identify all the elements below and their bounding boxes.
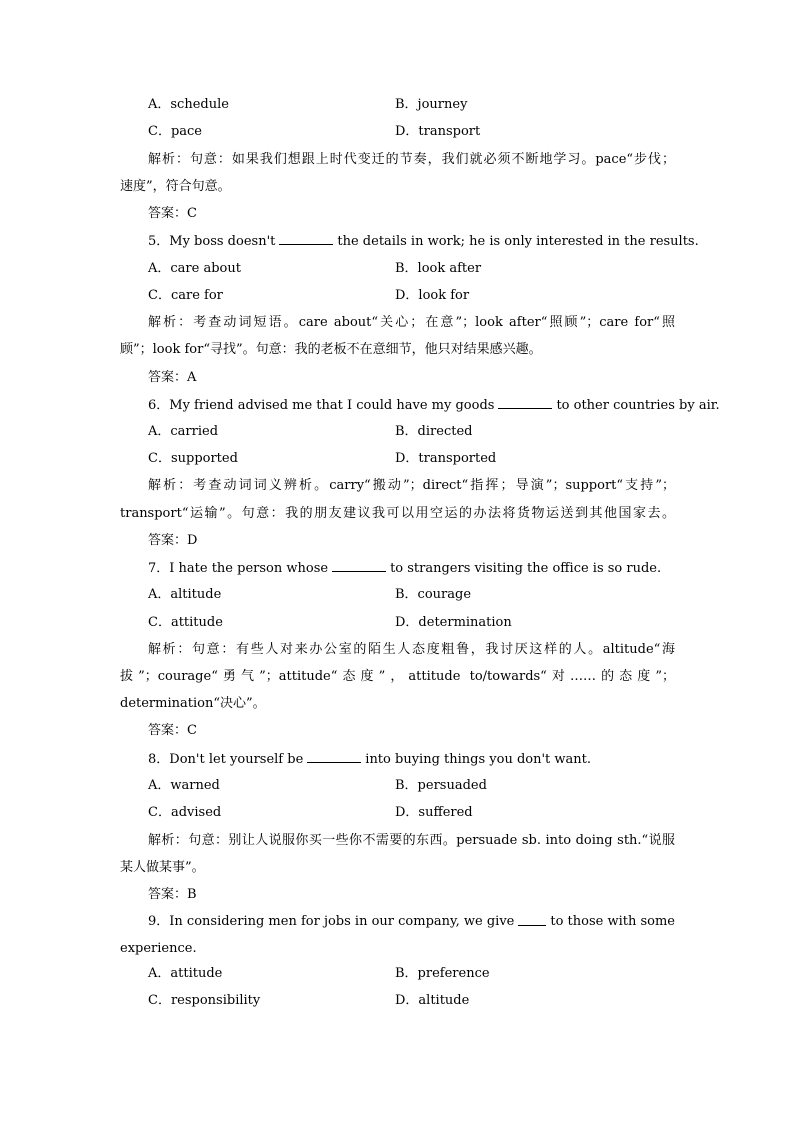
q7-option-a: A．altitude bbox=[148, 587, 222, 602]
q5-stem bbox=[148, 232, 699, 251]
q7-analysis-line1: 解析：句意：有些人对来办公室的陌生人态度粗鲁，我讨厌这样的人。altitude“海 bbox=[148, 642, 675, 657]
q6-analysis-line2: transport“运输”。句意：我的朋友建议我可以用空运的办法将货物运送到其他国家去。 bbox=[120, 506, 675, 521]
q5-analysis-line1: 解析：考查动词短语。care about“关心；在意”；look after“照顾”；care for“照 bbox=[148, 315, 675, 330]
q5-option-a: A．care about bbox=[148, 261, 241, 276]
q9-option-d: D．altitude bbox=[395, 993, 470, 1008]
q5-blank bbox=[279, 232, 333, 245]
q6-blank bbox=[498, 396, 552, 409]
q7-stem-after: to strangers visiting the office is so rude. bbox=[390, 561, 662, 576]
q4-option-c: C．pace bbox=[148, 124, 202, 139]
q5-answer: 答案：A bbox=[148, 370, 197, 385]
q7-option-d: D．determination bbox=[395, 615, 512, 630]
q9-stem-line2: experience. bbox=[120, 941, 197, 956]
q7-analysis-line3: determination“决心”。 bbox=[120, 696, 266, 711]
q9-stem-before: 9．In considering men for jobs in our company, we give bbox=[148, 914, 515, 929]
q5-option-b: B．look after bbox=[395, 261, 482, 276]
q7-stem bbox=[148, 559, 675, 578]
q8-stem-before: 8．Don't let yourself be bbox=[148, 752, 304, 767]
q8-option-b: B．persuaded bbox=[395, 778, 487, 793]
q5-analysis-line2: 顾”；look for“寻找”。句意：我的老板不在意细节，他只对结果感兴趣。 bbox=[120, 342, 542, 357]
q6-analysis-line1: 解析：考查动词词义辨析。carry“搬动”；direct“指挥；导演”；support“支持”； bbox=[148, 478, 675, 493]
q6-stem-after: to other countries by air. bbox=[556, 398, 720, 413]
q5-stem-before: 5．My boss doesn't bbox=[148, 234, 276, 249]
q4-option-d: D．transport bbox=[395, 124, 481, 139]
q9-option-c: C．responsibility bbox=[148, 993, 261, 1008]
q7-option-c: C．attitude bbox=[148, 615, 223, 630]
q4-option-a: A．schedule bbox=[148, 97, 229, 112]
q9-option-b: B．preference bbox=[395, 966, 490, 981]
q8-answer: 答案：B bbox=[148, 887, 197, 902]
q6-answer: 答案：D bbox=[148, 533, 198, 548]
q7-answer: 答案：C bbox=[148, 723, 197, 738]
q6-option-c: C．supported bbox=[148, 451, 238, 466]
q4-answer: 答案：C bbox=[148, 206, 197, 221]
q4-analysis-line2: 速度”，符合句意。 bbox=[120, 179, 231, 194]
q6-stem bbox=[148, 396, 720, 415]
q6-option-a: A．carried bbox=[148, 424, 219, 439]
q8-analysis-line1: 解析：句意：别让人说服你买一些你不需要的东西。persuade sb. into doing sth.“说服 bbox=[148, 833, 675, 848]
q8-stem-after: into buying things you don't want. bbox=[365, 752, 592, 767]
q6-option-b: B．directed bbox=[395, 424, 473, 439]
q4-option-b: B．journey bbox=[395, 97, 468, 112]
q7-analysis-line2: 拔”；courage“勇气”；attitude“态度”，attitude to/towards“对……的态度”； bbox=[120, 669, 675, 684]
q6-stem-before: 6．My friend advised me that I could have my goods bbox=[148, 398, 495, 413]
q5-option-c: C．care for bbox=[148, 288, 223, 303]
q6-option-d: D．transported bbox=[395, 451, 497, 466]
q9-stem-after: to those with some bbox=[550, 914, 675, 929]
q7-stem-before: 7．I hate the person whose bbox=[148, 561, 329, 576]
q7-option-b: B．courage bbox=[395, 587, 472, 602]
q9-blank bbox=[518, 913, 546, 926]
q8-blank bbox=[307, 750, 361, 763]
q8-analysis-line2: 某人做某事”。 bbox=[120, 860, 205, 875]
q5-option-d: D．look for bbox=[395, 288, 470, 303]
q4-analysis-line1: 解析：句意：如果我们想跟上时代变迁的节奏，我们就必须不断地学习。pace“步伐； bbox=[148, 152, 675, 167]
q9-stem bbox=[148, 913, 675, 931]
q8-option-c: C．advised bbox=[148, 805, 222, 820]
q7-blank bbox=[332, 559, 386, 572]
q9-option-a: A．attitude bbox=[148, 966, 223, 981]
q8-stem bbox=[148, 750, 675, 769]
q8-option-d: D．suffered bbox=[395, 805, 473, 820]
q8-option-a: A．warned bbox=[148, 778, 220, 793]
q5-stem-after: the details in work; he is only interested in the results. bbox=[337, 234, 699, 249]
